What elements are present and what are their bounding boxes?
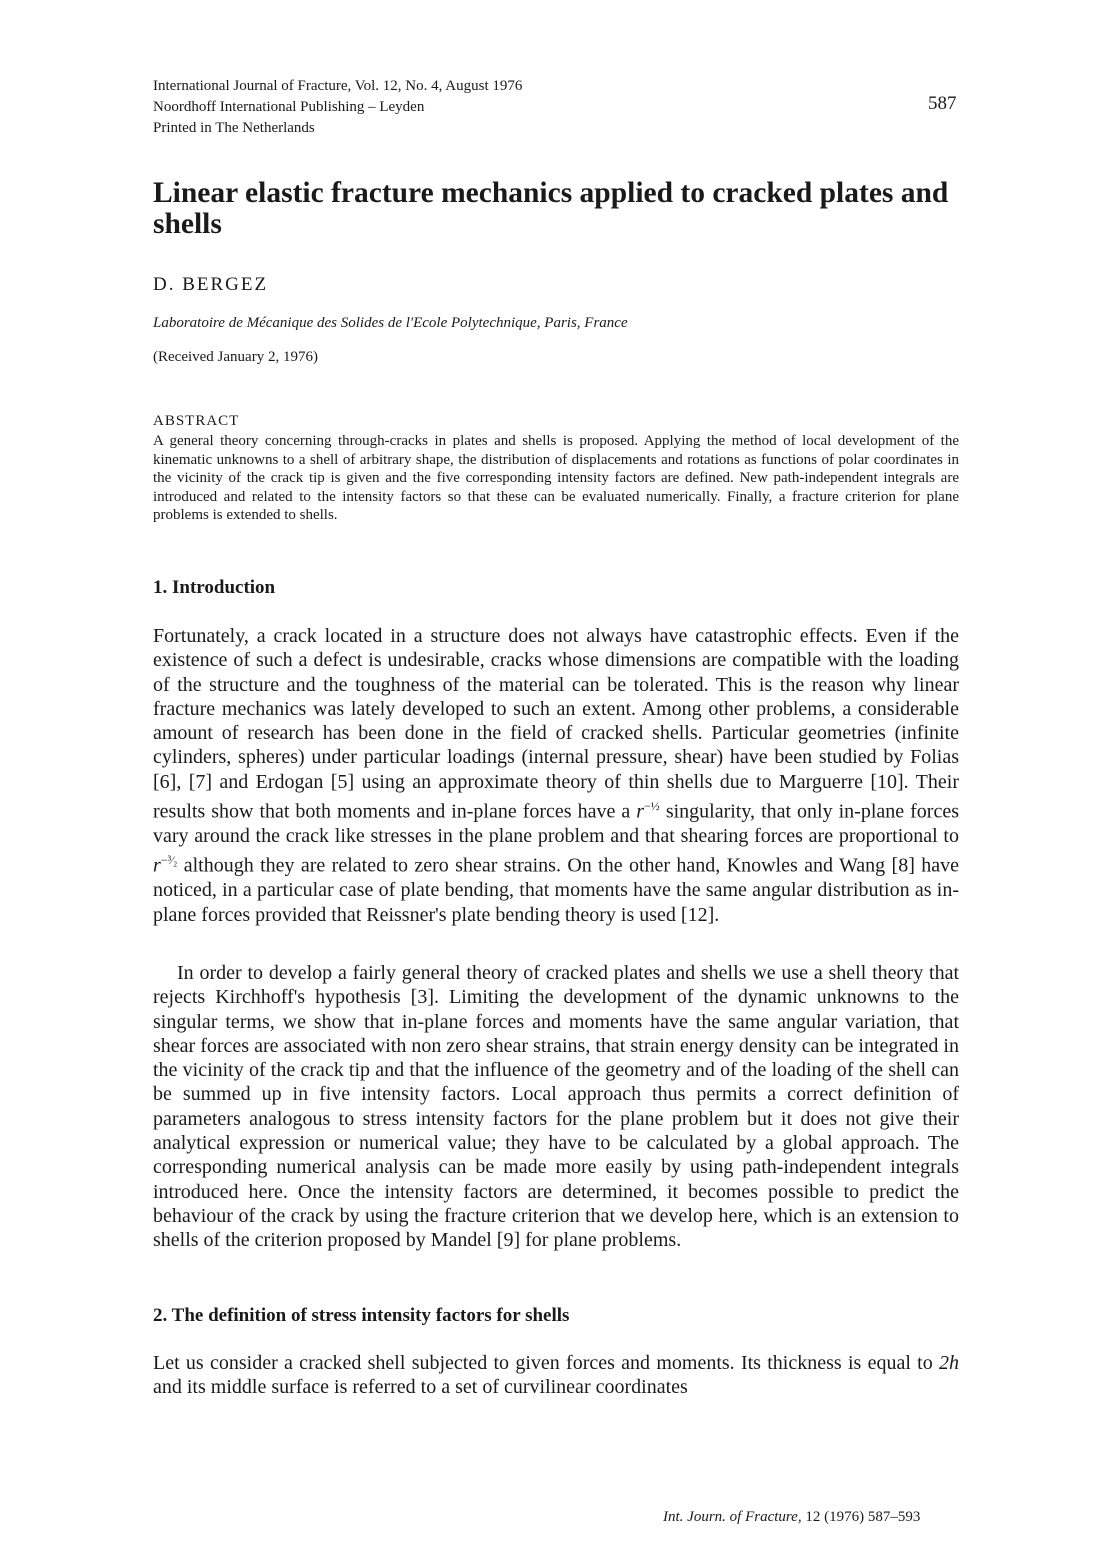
text-run: and its middle surface is referred to a set of curvilinear coordinates	[153, 1376, 688, 1399]
paper-title: Linear elastic fracture mechanics applied to cracked plates and shells	[153, 177, 949, 240]
received-date: (Received January 2, 1976)	[153, 349, 318, 365]
section-heading-introduction: 1. Introduction	[153, 577, 276, 598]
abstract-text: A general theory concerning through-cracks in plates and shells is proposed. Applying the method of local development of the kinematic unknowns to a shell of arbitrary shape, the distribution of displacements and rotations as functions of polar coordinates in the vicinity of the crack tip is given and the five corresponding intensity factors are defined. New path-independent integrals are introduced and related to the intensity factors so that these can be evaluated numerically. Finally, a fracture criterion for plane problems is extended to shells.	[153, 433, 959, 524]
math-exponent: −½	[644, 799, 660, 814]
printed-line: Printed in The Netherlands	[153, 120, 315, 136]
page-number: 587	[928, 93, 957, 114]
math-exponent: −³⁄₂	[160, 853, 178, 868]
section-heading-definition: 2. The definition of stress intensity factors for shells	[153, 1305, 570, 1326]
math-variable: 2h	[939, 1352, 959, 1374]
abstract-heading: ABSTRACT	[153, 413, 240, 429]
author-affiliation: Laboratoire de Mécanique des Solides de l'Ecole Polytechnique, Paris, France	[153, 315, 628, 331]
text-run: singularity, that only in-plane forces vary around the crack like stresses in the plane problem and that shearing forces are proportional to	[153, 800, 959, 848]
journal-header	[153, 76, 522, 139]
footer-volume-pages: 12 (1976) 587–593	[801, 1509, 921, 1525]
publisher-line: Noordhoff International Publishing – Leyden	[153, 99, 425, 115]
math-variable: r	[153, 854, 161, 877]
footer-citation	[663, 1509, 920, 1526]
section-2-paragraph-1	[153, 1351, 959, 1400]
math-variable: r	[636, 800, 645, 823]
introduction-paragraph-2: In order to develop a fairly general theory of cracked plates and shells we use a shell theory that rejects Kirchhoff's hypothesis [3]. Limiting the development of the dynamic unknowns to the singular terms, we show that in-plane forces and moments have the same angular variation, that shear forces are associated with non zero shear strains, that strain energy density can be integrated in the vicinity of the crack tip and that the influence of the geometry and of the loading of the shell can be summed up in five intensity factors. Local approach thus permits a correct definition of parameters analogous to stress intensity factors for the plane problem but it does not give their analytical expression or numerical value; they have to be calculated by a global approach. The corresponding numerical analysis can be made more easily by using path-independent integrals introduced here. Once the intensity factors are determined, it becomes possible to predict the behaviour of the crack by using the fracture criterion that we develop here, which is an extension to shells of the criterion proposed by Mandel [9] for plane problems.	[153, 962, 959, 1252]
text-run: although they are related to zero shear strains. On the other hand, Knowles and Wang [8] have noticed, in a particular case of plate bending, that moments have the same angular distribution as in-plane forces provided that Reissner's plate bending theory is used [12].	[153, 854, 959, 926]
text-run: Fortunately, a crack located in a structure does not always have catastrophic effects. Even if the existence of such a defect is undesirable, cracks whose dimensions are compatible with the loading of the structure and the toughness of the material can be tolerated. This is the reason why linear fracture mechanics was lately developed to such an extent. Among other problems, a considerable amount of research has been done in the field of cracked shells. Particular geometries (infinite cylinders, spheres) under particular loadings (internal pressure, shear) have been studied by Folias [6], [7] and Erdogan [5] using an approximate theory of thin shells due to Marguerre [10]. Their results show that both moments and in-plane forces have a	[153, 625, 959, 823]
introduction-paragraph-1	[153, 624, 959, 927]
text-run: Let us consider a cracked shell subjected to given forces and moments. Its thickness is equal to	[153, 1352, 939, 1374]
footer-journal-name: Int. Journ. of Fracture,	[663, 1509, 802, 1525]
author-name: D. BERGEZ	[153, 274, 269, 295]
journal-citation-line: International Journal of Fracture, Vol. 12, No. 4, August 1976	[153, 78, 523, 94]
